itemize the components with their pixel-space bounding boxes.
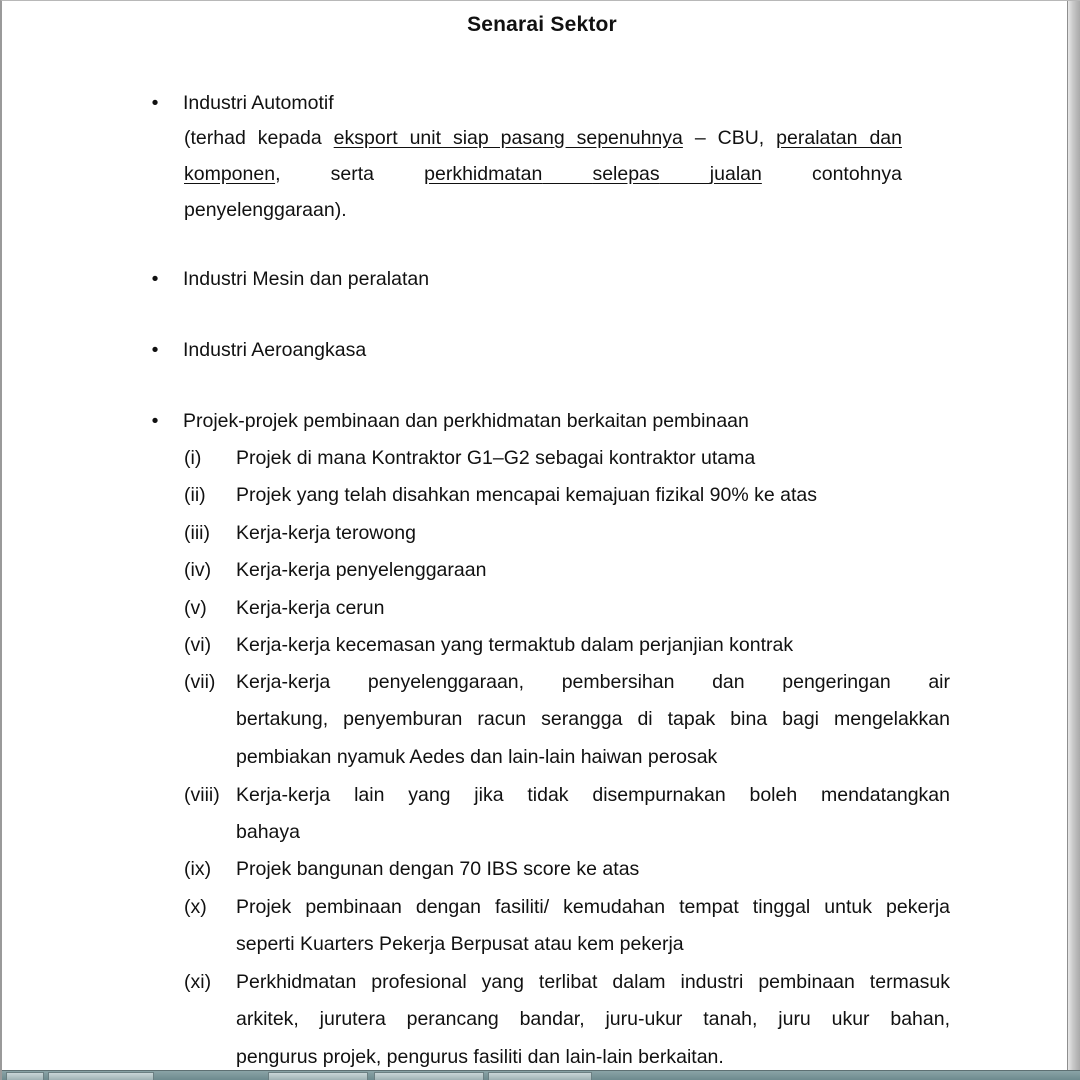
sub-item-text — [236, 627, 950, 664]
sub-item-line: Kerja-kerja kecemasan yang termaktub dalam perjanjian kontrak — [236, 634, 794, 656]
detail-text: contohnya — [811, 163, 902, 185]
sub-item-number: (ii) — [184, 484, 206, 506]
bullet-icon: • — [151, 339, 159, 361]
sub-item-text — [236, 964, 950, 1076]
sub-item-text — [236, 889, 950, 964]
detail-text: serta — [330, 163, 374, 185]
sub-item-line: Projek pembinaan dengan fasiliti/ kemudahan tempat tinggal untuk pekerja — [236, 896, 950, 918]
detail-line-3: penyelenggaraan). — [184, 199, 347, 221]
taskbar-button[interactable] — [488, 1072, 592, 1080]
sub-item-text — [236, 477, 950, 514]
sub-item-text — [236, 851, 950, 888]
underlined-term — [660, 163, 710, 185]
underlined-term: perkhidmatan — [424, 163, 543, 185]
underlined-term: komponen — [184, 163, 276, 185]
sub-item-number: (iii) — [184, 522, 210, 544]
detail-text: – CBU, — [682, 127, 777, 149]
sub-item-number: (vi) — [184, 634, 212, 656]
sub-item-number: (vii) — [184, 671, 216, 693]
sector-aero-heading: Industri Aeroangkasa — [183, 339, 367, 361]
sub-item-text — [236, 590, 950, 627]
sub-item-line: pengurus projek, pengurus fasiliti dan lain-lain berkaitan. — [236, 1045, 724, 1068]
taskbar-button[interactable] — [374, 1072, 484, 1080]
sub-item-line: Projek bangunan dengan 70 IBS score ke atas — [236, 858, 640, 880]
sector-automotif-heading: Industri Automotif — [183, 92, 334, 114]
sub-item-line: Kerja-kerja terowong — [236, 522, 416, 544]
sector-projek-heading: Projek-projek pembinaan dan perkhidmatan berkaitan pembinaan — [183, 410, 749, 432]
page-title: Senarai Sektor — [467, 13, 617, 36]
taskbar-strip — [2, 1070, 1080, 1080]
sub-item-text — [236, 552, 950, 589]
bullet-icon: • — [151, 92, 159, 114]
bullet-icon: • — [151, 410, 159, 432]
sub-item-number: (v) — [184, 597, 207, 619]
sub-item-line: Kerja-kerja penyelenggaraan, pembersihan dan pengeringan air — [236, 671, 950, 693]
underlined-term: eksport unit siap pasang sepenuhnya — [333, 127, 683, 149]
sub-item-text — [236, 440, 950, 477]
sector-mesin-heading: Industri Mesin dan peralatan — [183, 268, 430, 290]
sub-item-line: pembiakan nyamuk Aedes dan lain-lain haiwan perosak — [236, 745, 718, 768]
sub-item-line: bertakung, penyemburan racun serangga di tapak bina bagi mengelakkan — [236, 708, 950, 731]
taskbar-button[interactable] — [268, 1072, 368, 1080]
sub-item-line: seperti Kuarters Pekerja Berpusat atau kem pekerja — [236, 933, 684, 956]
taskbar-button[interactable] — [48, 1072, 154, 1080]
underlined-term: selepas — [592, 163, 660, 185]
underlined-term: jualan — [709, 163, 762, 185]
sub-item-number: (x) — [184, 896, 207, 918]
sub-item-line: bahaya — [236, 821, 300, 844]
sector-automotif-detail — [184, 120, 902, 228]
scrollbar-edge[interactable] — [1067, 1, 1080, 1073]
underlined-term — [542, 163, 592, 185]
sub-item-number: (viii) — [184, 784, 220, 806]
sub-item-number: (ix) — [184, 858, 212, 880]
sub-item-line: arkitek, jurutera perancang bandar, juru-ukur tanah, juru ukur bahan, — [236, 1008, 950, 1031]
sub-item-line: Kerja-kerja lain yang jika tidak disempurnakan boleh mendatangkan — [236, 784, 950, 806]
sub-item-text — [236, 664, 950, 776]
detail-text: , — [275, 163, 281, 185]
sub-item-number: (i) — [184, 447, 202, 469]
sub-item-text — [236, 777, 950, 852]
sub-item-line: Projek yang telah disahkan mencapai kemajuan fizikal 90% ke atas — [236, 484, 818, 506]
sub-item-line: Projek di mana Kontraktor G1–G2 sebagai kontraktor utama — [236, 447, 756, 469]
detail-line-2 — [184, 156, 902, 192]
sub-item-line: Kerja-kerja penyelenggaraan — [236, 559, 487, 581]
bullet-icon: • — [151, 268, 159, 290]
sub-item-number: (iv) — [184, 559, 212, 581]
detail-text: (terhad kepada — [184, 127, 334, 149]
detail-line-1 — [184, 120, 902, 156]
taskbar-button[interactable] — [6, 1072, 44, 1080]
underlined-term: peralatan dan — [776, 127, 902, 149]
sub-item-line: Perkhidmatan profesional yang terlibat dalam industri pembinaan termasuk — [236, 971, 950, 993]
sub-item-text — [236, 515, 950, 552]
sub-item-line: Kerja-kerja cerun — [236, 597, 385, 619]
sub-item-number: (xi) — [184, 971, 212, 993]
